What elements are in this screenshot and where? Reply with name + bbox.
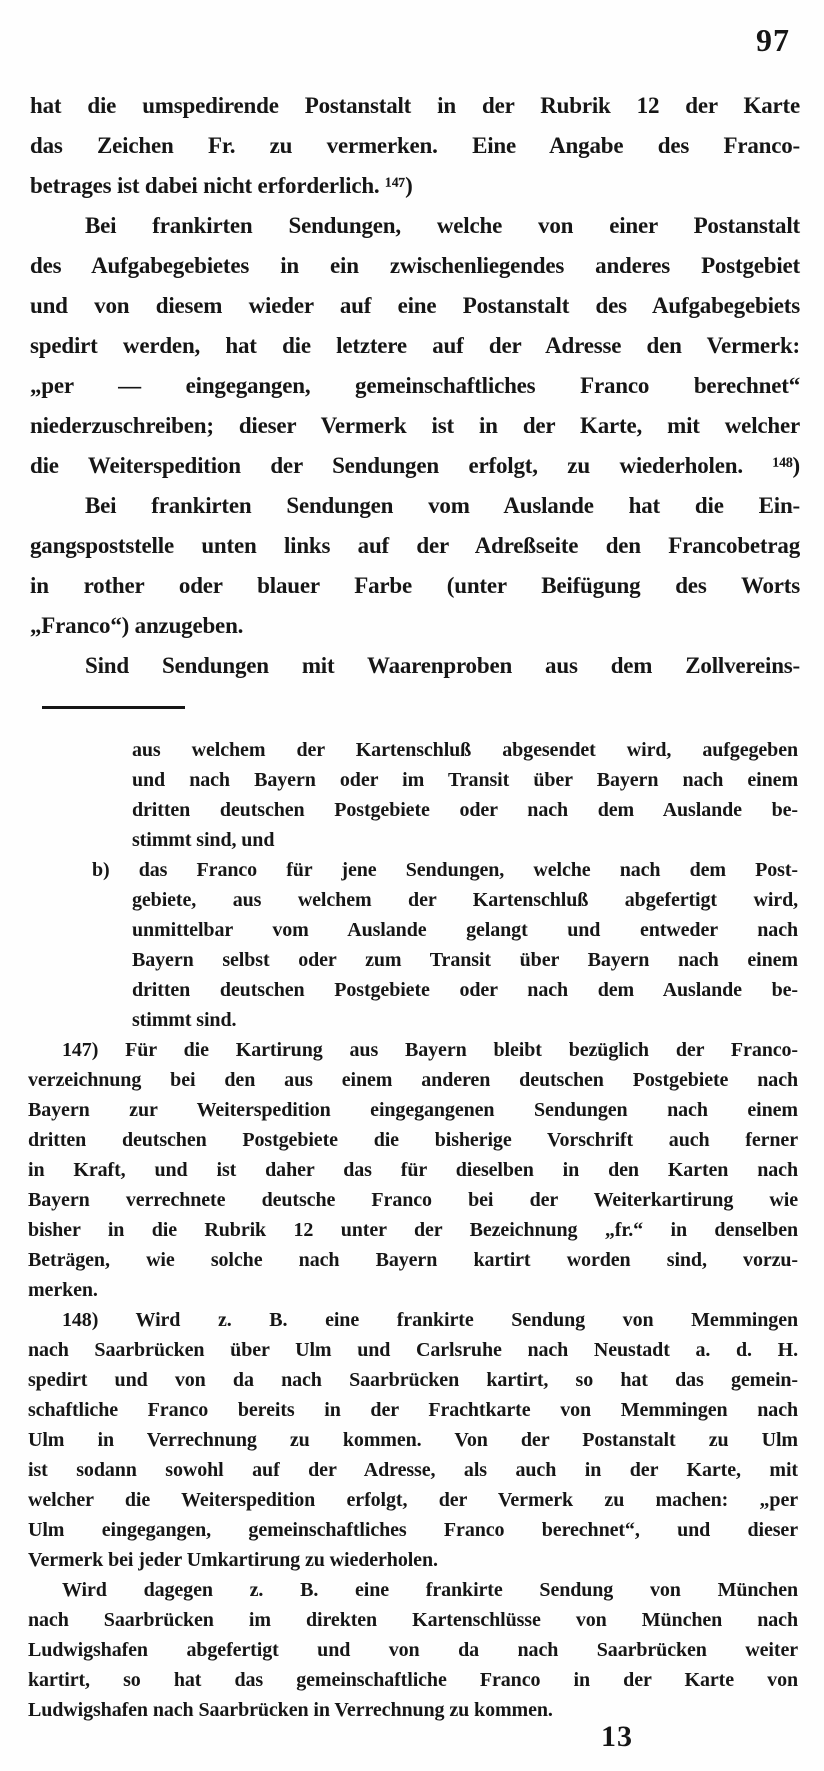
footnote-line: in Kraft, und ist daher das für dieselben in den Karten nach [28, 1159, 798, 1181]
footnote-line: spedirt und von da nach Saarbrücken kartirt, so hat das gemein- [28, 1369, 798, 1391]
footnote-line: und nach Bayern oder im Transit über Bayern nach einem [132, 769, 798, 791]
body-line: die Weiterspedition der Sendungen erfolgt, zu wiederholen. ¹⁴⁸) [30, 453, 800, 478]
footnote-line: b) das Franco für jene Sendungen, welche nach dem Post- [92, 859, 798, 881]
body-text [30, 86, 800, 686]
body-line: und von diesem wieder auf eine Postanstalt des Aufgabegebiets [30, 293, 800, 318]
footnote-line: Wird dagegen z. B. eine frankirte Sendung von München [62, 1579, 798, 1601]
body-line: Bei frankirten Sendungen vom Auslande hat die Ein- [85, 493, 800, 518]
footnote-line: Bayern verrechnete deutsche Franco bei der Weiterkartirung wie [28, 1189, 798, 1211]
footnote-line: verzeichnung bei den aus einem anderen deutschen Postgebiete nach [28, 1069, 798, 1091]
body-line: spedirt werden, hat die letztere auf der Adresse den Vermerk: [30, 333, 800, 358]
footnote-line: schaftliche Franco bereits in der Frachtkarte von Memmingen nach [28, 1399, 798, 1421]
footnote-line: Vermerk bei jeder Umkartirung zu wiederholen. [28, 1549, 438, 1571]
body-line: Bei frankirten Sendungen, welche von einer Postanstalt [85, 213, 800, 238]
page-number: 97 [756, 22, 790, 58]
footnote-line: ist sodann sowohl auf der Adresse, als auch in der Karte, mit [28, 1459, 798, 1481]
footnote-line: Ludwigshafen abgefertigt und von da nach Saarbrücken weiter [28, 1639, 798, 1661]
footnote-line: aus welchem der Kartenschluß abgesendet wird, aufgegeben [132, 739, 798, 761]
footnote-separator-rule [42, 706, 185, 709]
footnote-line: dritten deutschen Postgebiete oder nach dem Auslande be- [132, 979, 798, 1001]
footnote-line: Bayern zur Weiterspedition eingegangenen Sendungen nach einem [28, 1099, 798, 1121]
body-line: betrages ist dabei nicht erforderlich. ¹⁴⁷) [30, 173, 413, 198]
footnote-line: gebiete, aus welchem der Kartenschluß abgefertigt wird, [132, 889, 798, 911]
footnote-line: Beträgen, wie solche nach Bayern kartirt worden sind, vorzu- [28, 1249, 798, 1271]
body-line: in rother oder blauer Farbe (unter Beifügung des Worts [30, 573, 800, 598]
footnote-line: Bayern selbst oder zum Transit über Bayern nach einem [132, 949, 798, 971]
footnote-line: welcher die Weiterspedition erfolgt, der Vermerk zu machen: „per [28, 1489, 798, 1511]
body-line: Sind Sendungen mit Waarenproben aus dem Zollvereins- [85, 653, 800, 678]
body-line: „Franco“) anzugeben. [30, 613, 244, 638]
footnote-line: unmittelbar vom Auslande gelangt und entweder nach [132, 919, 798, 941]
footnote-line: 147) Für die Kartirung aus Bayern bleibt bezüglich der Franco- [62, 1039, 798, 1061]
footnote-line: dritten deutschen Postgebiete die bisherige Vorschrift auch ferner [28, 1129, 798, 1151]
footnote-line: dritten deutschen Postgebiete oder nach dem Auslande be- [132, 799, 798, 821]
footnote-line: Ludwigshafen nach Saarbrücken in Verrechnung zu kommen. [28, 1699, 553, 1721]
footnote-line: nach Saarbrücken über Ulm und Carlsruhe nach Neustadt a. d. H. [28, 1339, 798, 1361]
footnote-line: Ulm eingegangen, gemeinschaftliches Franco berechnet“, und dieser [28, 1519, 798, 1541]
body-line: des Aufgabegebietes in ein zwischenliegendes anderes Postgebiet [30, 253, 800, 278]
body-line: hat die umspedirende Postanstalt in der Rubrik 12 der Karte [30, 93, 800, 118]
footnote-line: kartirt, so hat das gemeinschaftliche Franco in der Karte von [28, 1669, 798, 1691]
footnote-line: bisher in die Rubrik 12 unter der Bezeichnung „fr.“ in denselben [28, 1219, 798, 1241]
body-line: gangspoststelle unten links auf der Adreßseite den Francobetrag [30, 533, 800, 558]
footnote-line: stimmt sind. [132, 1009, 237, 1031]
footnote-line: Ulm in Verrechnung zu kommen. Von der Postanstalt zu Ulm [28, 1429, 798, 1451]
footnote-line: merken. [28, 1279, 98, 1301]
footnote-line: nach Saarbrücken im direkten Kartenschlüsse von München nach [28, 1609, 798, 1631]
body-line: „per — eingegangen, gemeinschaftliches Franco berechnet“ [30, 373, 800, 398]
signature-mark: 13 [601, 1720, 633, 1753]
body-line: niederzuschreiben; dieser Vermerk ist in der Karte, mit welcher [30, 413, 800, 438]
footnote-line: 148) Wird z. B. eine frankirte Sendung von Memmingen [62, 1309, 798, 1331]
body-line: das Zeichen Fr. zu vermerken. Eine Angabe des Franco- [30, 133, 800, 158]
footnote-line: stimmt sind, und [132, 829, 275, 851]
footnotes [28, 735, 798, 1725]
